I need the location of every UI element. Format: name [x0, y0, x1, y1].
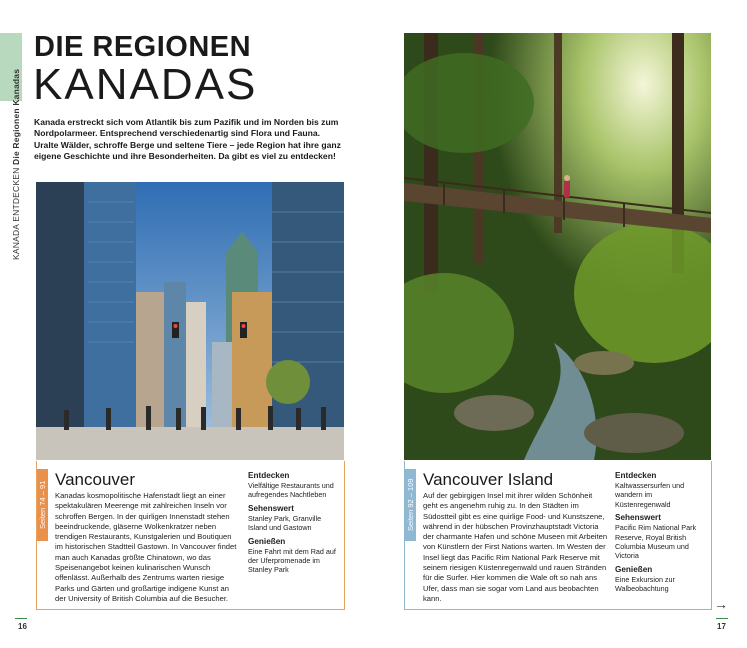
forest-bridge-illustration [404, 33, 711, 460]
vancouver-title: Vancouver [55, 470, 136, 489]
vancouver-geniessen-heading: Genießen [248, 536, 286, 546]
vancouver-entdecken-heading: Entdecken [248, 471, 290, 480]
running-header-light: KANADA ENTDECKEN [11, 167, 21, 260]
intro-paragraph: Kanada erstreckt sich vom Atlantik bis zum Pazifik und im Norden bis zum Nordpolarmeer. Entsprechend verschiedenartig sind Flora und Fauna. Uralte Wälder, schroffe Berge und seltene Tiere – jede Region hat ihre ganz eigene Geschichte und ihre Besonderheiten. Da gibt es viel zu entdecken! [34, 117, 341, 161]
vancouver-geniessen: Eine Fahrt mit dem Rad auf der Uferpromenade im Stanley Park [248, 546, 336, 575]
island-pages: Seiten 92 – 109 [406, 478, 415, 532]
island-title: Vancouver Island [423, 470, 554, 489]
page-number-right: 17 [717, 622, 726, 631]
page-title-line2: KANADAS [33, 60, 258, 109]
running-header [11, 68, 25, 260]
island-sehenswert: Pacific Rim National Park Reserve, Royal British Columbia Museum und Victoria [615, 523, 697, 561]
page-number-rule-left [15, 618, 27, 619]
vancouver-highlights [248, 471, 340, 575]
island-highlights [615, 471, 707, 594]
island-body: Auf der gebirgigen Insel mit ihrer wilden Schönheit geht es angenehm ruhig zu. In den Städten im Südostteil gibt es eine quirlige Food- und Kunstszene, während in der hübschen Provinzhauptstadt Victoria der charmante Hafen und schöne Museen mit Arbeiten von Künstlern der First Nations warten. Im Westen der Insel liegt das Pacific Rim National Park Reserve mit seinem riesigen Küstenregenwald und rauen Stränden für die Surfer. Hier kommen die Wale oft so nah ans Ufer, dass man sie sogar vom Land aus beobachten kann. [423, 491, 608, 603]
island-sehenswert-heading: Sehenswert [615, 513, 661, 523]
page-number-rule-right [716, 618, 728, 619]
vancouver-entdecken: Vielfältige Restaurants und aufregendes Nachtleben [248, 481, 334, 500]
vancouver-island-card [404, 461, 712, 610]
island-geniessen-heading: Genießen [615, 564, 653, 574]
page-number-left: 16 [18, 622, 27, 631]
vancouver-card [36, 461, 345, 610]
running-header-bold: Die Regionen Kanadas [11, 68, 21, 165]
page-title-line1: DIE REGIONEN [34, 31, 252, 63]
vancouver-island-photo [404, 33, 711, 460]
island-geniessen: Eine Exkursion zur Walbeobachtung [615, 574, 675, 594]
island-entdecken-heading: Entdecken [615, 471, 657, 480]
vancouver-pages: Seiten 74 – 91 [38, 480, 47, 530]
island-entdecken: Kaltwassersurfen und wandern im Küstenregenwald [615, 481, 685, 509]
next-page-arrow-icon[interactable]: → [714, 596, 728, 612]
vancouver-body: Kanadas kosmopolitische Hafenstadt liegt an einer spektakulären Meerenge mit zahlreichen Inseln vor schroffen Bergen. In der quirligen Innenstadt stehen beeindruckende, gläserne Wolkenkratzer neben trendigen Restaurants, Kunstgalerien und Boutiquen im historischen Stadtteil Gastown. In Vancouver findet man auch Kanadas größte Chinatown, wo das Speisenangebot keinen kulinarischen Wunsch offenlässt. Außerhalb des Zentrums warten riesige Parks und Gärten und großartige indigene Kunst an der University of British Columbia auf die Besucher. [55, 491, 237, 603]
vancouver-photo [36, 182, 344, 460]
vancouver-sehenswert-heading: Sehenswert [248, 503, 294, 513]
vancouver-sehenswert: Stanley Park, Granville Island und Gastown [248, 513, 322, 533]
vancouver-street-illustration [36, 182, 344, 460]
